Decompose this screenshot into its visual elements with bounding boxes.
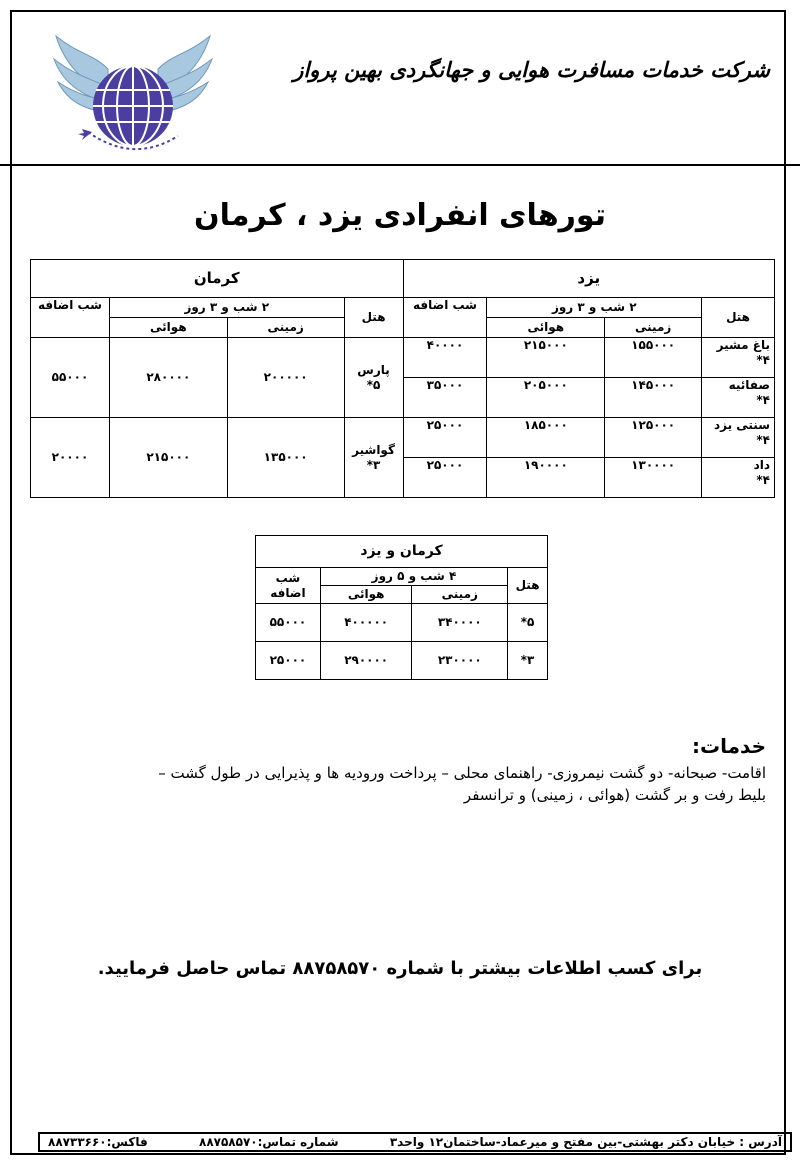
contact-info-line: برای کسب اطلاعات بیشتر با شماره ۸۸۷۵۸۵۷۰ تماس حاصل فرمایید. (97, 958, 703, 979)
yazd-air-price: ۱۹۰۰۰۰ (487, 458, 605, 498)
services-line: اقامت- صبحانه- دو گشت نیمروزی- راهنمای محلی – پرداخت ورودیه ها و پذیرایی در طول گشت – (158, 764, 766, 782)
yazd-package-header: ۲ شب و ۳ روز (487, 298, 702, 318)
yazd-ground-price: ۱۳۰۰۰۰ (605, 458, 702, 498)
hotel-name: پارس (357, 362, 390, 377)
services-line: بلیط رفت و بر گشت (هوائی ، زمینی) و ترانسفر (463, 786, 766, 804)
kerman-hotel-cell (344, 418, 403, 498)
tours-table-yazd-kerman (30, 259, 775, 498)
table-row (256, 642, 548, 680)
combined-tour-title: کرمان و یزد (256, 536, 548, 568)
hotel-stars: ۴* (756, 473, 770, 487)
combined-stars: ۳* (508, 642, 548, 680)
yazd-hotel-cell (702, 338, 775, 378)
kerman-package-header: ۲ شب و ۳ روز (109, 298, 344, 318)
yazd-air-price: ۲۱۵۰۰۰ (487, 338, 605, 378)
combined-air-price: ۲۹۰۰۰۰ (320, 642, 412, 680)
kerman-air-price: ۲۱۵۰۰۰ (109, 418, 227, 498)
hotel-stars: ۴* (756, 393, 770, 407)
yazd-city-header: یزد (403, 260, 774, 298)
yazd-hotel-cell (702, 378, 775, 418)
kerman-hotel-header: هتل (344, 298, 403, 338)
hotel-name: باغ مشیر (716, 338, 770, 352)
yazd-ground-price: ۱۲۵۰۰۰ (605, 418, 702, 458)
hotel-name: گواشیر (352, 442, 395, 457)
kerman-extra-night-price: ۲۰۰۰۰ (31, 418, 110, 498)
kerman-city-header: کرمان (31, 260, 404, 298)
footer-bar (38, 1132, 792, 1152)
table-row (256, 604, 548, 642)
kerman-air-price: ۲۸۰۰۰۰ (109, 338, 227, 418)
combined-stars: ۵* (508, 604, 548, 642)
footer-phone: شماره تماس:۸۸۷۵۸۵۷۰ (199, 1135, 339, 1149)
hotel-name: سنتی یزد (713, 418, 770, 432)
combined-air-price: ۴۰۰۰۰۰ (320, 604, 412, 642)
kerman-extra-night-price: ۵۵۰۰۰ (31, 338, 110, 418)
combined-air-header: هوائی (320, 586, 412, 604)
yazd-extra-night-price: ۲۵۰۰۰ (403, 418, 487, 458)
combined-ground-price: ۳۴۰۰۰۰ (412, 604, 508, 642)
hotel-name: صفائیه (728, 378, 770, 392)
yazd-extra-night-header: شب اضافه (403, 298, 487, 338)
yazd-ground-price: ۱۴۵۰۰۰ (605, 378, 702, 418)
table-row (31, 338, 775, 378)
hotel-stars: ۴* (756, 433, 770, 447)
header-divider (0, 164, 800, 166)
hotel-stars: ۵* (366, 377, 381, 392)
combined-package-header: ۴ شب و ۵ روز (320, 568, 507, 586)
kerman-ground-price: ۲۰۰۰۰۰ (227, 338, 344, 418)
tours-table-kerman-and-yazd (255, 535, 548, 680)
table-row (31, 418, 775, 458)
combined-ground-header: زمینی (412, 586, 508, 604)
company-name: شرکت خدمات مسافرت هوایی و جهانگردی بهین پرواز (293, 58, 770, 82)
yazd-hotel-cell (702, 458, 775, 498)
hotel-name: داد (753, 458, 770, 472)
hotel-stars: ۴* (756, 353, 770, 367)
combined-hotel-header: هتل (508, 568, 548, 604)
kerman-ground-header: زمینی (227, 318, 344, 338)
kerman-air-header: هوائی (109, 318, 227, 338)
combined-extra-night-price: ۲۵۰۰۰ (256, 642, 321, 680)
services-description (22, 762, 766, 806)
footer-address: آدرس : خیابان دکتر بهشتی-بین مفتح و میرعماد-ساختمان۱۲ واحد۳ (389, 1135, 782, 1149)
yazd-extra-night-price: ۲۵۰۰۰ (403, 458, 487, 498)
yazd-hotel-header: هتل (702, 298, 775, 338)
yazd-ground-price: ۱۵۵۰۰۰ (605, 338, 702, 378)
company-logo (48, 24, 218, 164)
page-title: تورهای انفرادی یزد ، کرمان (194, 198, 606, 233)
services-title: خدمات: (692, 734, 766, 758)
combined-ground-price: ۲۳۰۰۰۰ (412, 642, 508, 680)
kerman-ground-price: ۱۳۵۰۰۰ (227, 418, 344, 498)
combined-extra-night-header: شب اضافه (256, 568, 321, 604)
yazd-extra-night-price: ۳۵۰۰۰ (403, 378, 487, 418)
footer-fax: فاکس:۸۸۷۳۳۶۶۰ (48, 1135, 148, 1149)
yazd-air-header: هوائی (487, 318, 605, 338)
hotel-stars: ۳* (366, 457, 381, 472)
yazd-extra-night-price: ۴۰۰۰۰ (403, 338, 487, 378)
yazd-hotel-cell (702, 418, 775, 458)
yazd-air-price: ۱۸۵۰۰۰ (487, 418, 605, 458)
kerman-hotel-cell (344, 338, 403, 418)
yazd-ground-header: زمینی (605, 318, 702, 338)
kerman-extra-night-header: شب اضافه (31, 298, 110, 338)
combined-extra-night-price: ۵۵۰۰۰ (256, 604, 321, 642)
yazd-air-price: ۲۰۵۰۰۰ (487, 378, 605, 418)
